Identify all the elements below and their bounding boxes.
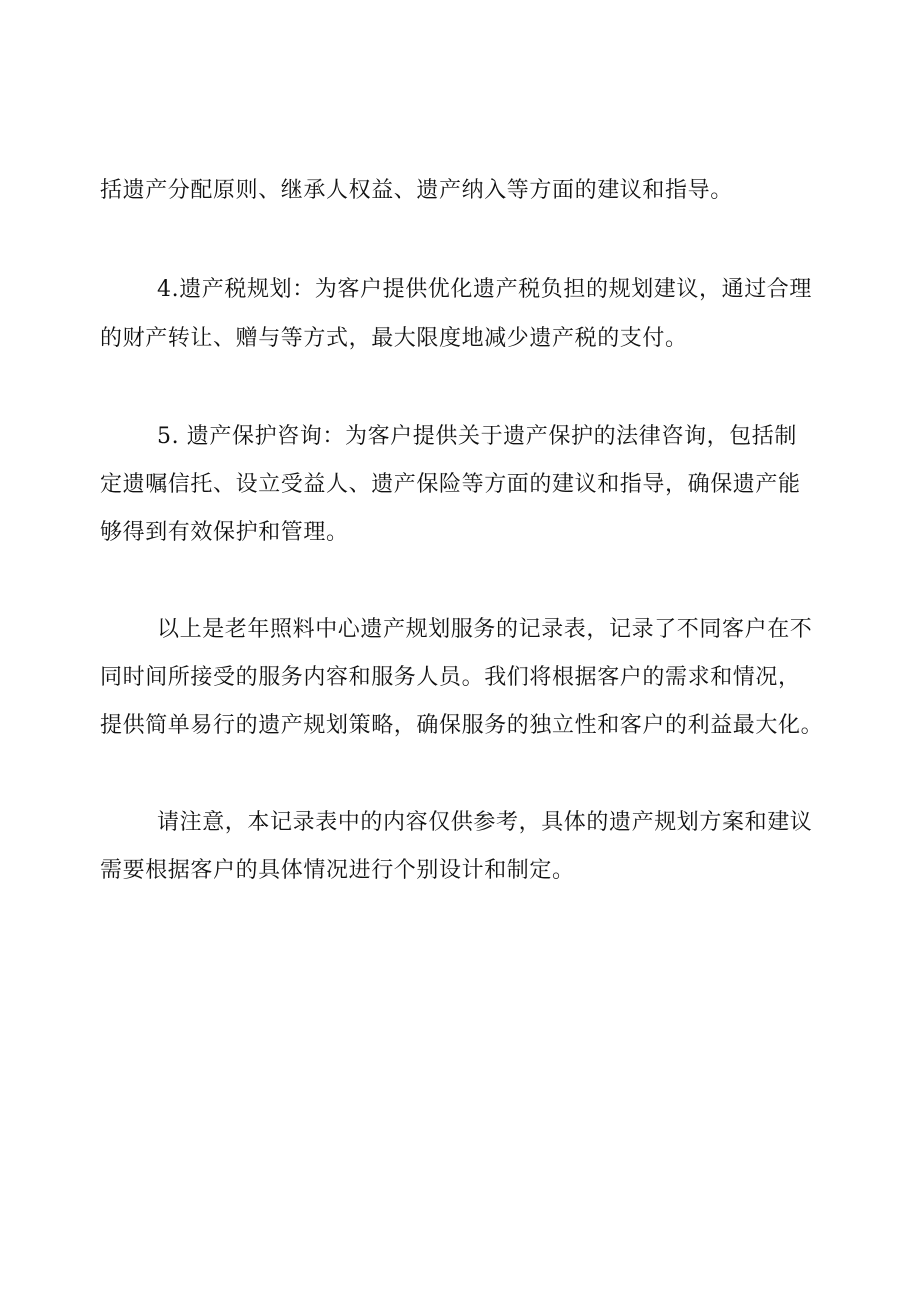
text-line: 的财产转让、赠与等方式，最大限度地减少遗产税的支付。 [100, 326, 688, 351]
text-line: 够得到有效保护和管理。 [100, 520, 349, 545]
text-line: 提供简单易行的遗产规划策略，确保服务的独立性和客户的利益最大化。 [100, 713, 824, 738]
text-line: 5. 遗产保护咨询：为客户提供关于遗产保护的法律咨询，包括制 [157, 424, 797, 449]
text-line: 请注意，本记录表中的内容仅供参考，具体的遗产规划方案和建议 [157, 810, 813, 835]
text-line: 4.遗产税规划：为客户提供优化遗产税负担的规划建议，通过合理 [157, 277, 812, 302]
text-line: 需要根据客户的具体情况进行个别设计和制定。 [100, 858, 575, 883]
text-line: 以上是老年照料中心遗产规划服务的记录表，记录了不同客户在不 [157, 617, 813, 642]
text-line: 定遗嘱信托、设立受益人、遗产保险等方面的建议和指导，确保遗产能 [100, 472, 801, 497]
text-line: 同时间所接受的服务内容和服务人员。我们将根据客户的需求和情况， [100, 665, 801, 690]
text-line: 括遗产分配原则、继承人权益、遗产纳入等方面的建议和指导。 [100, 178, 733, 203]
